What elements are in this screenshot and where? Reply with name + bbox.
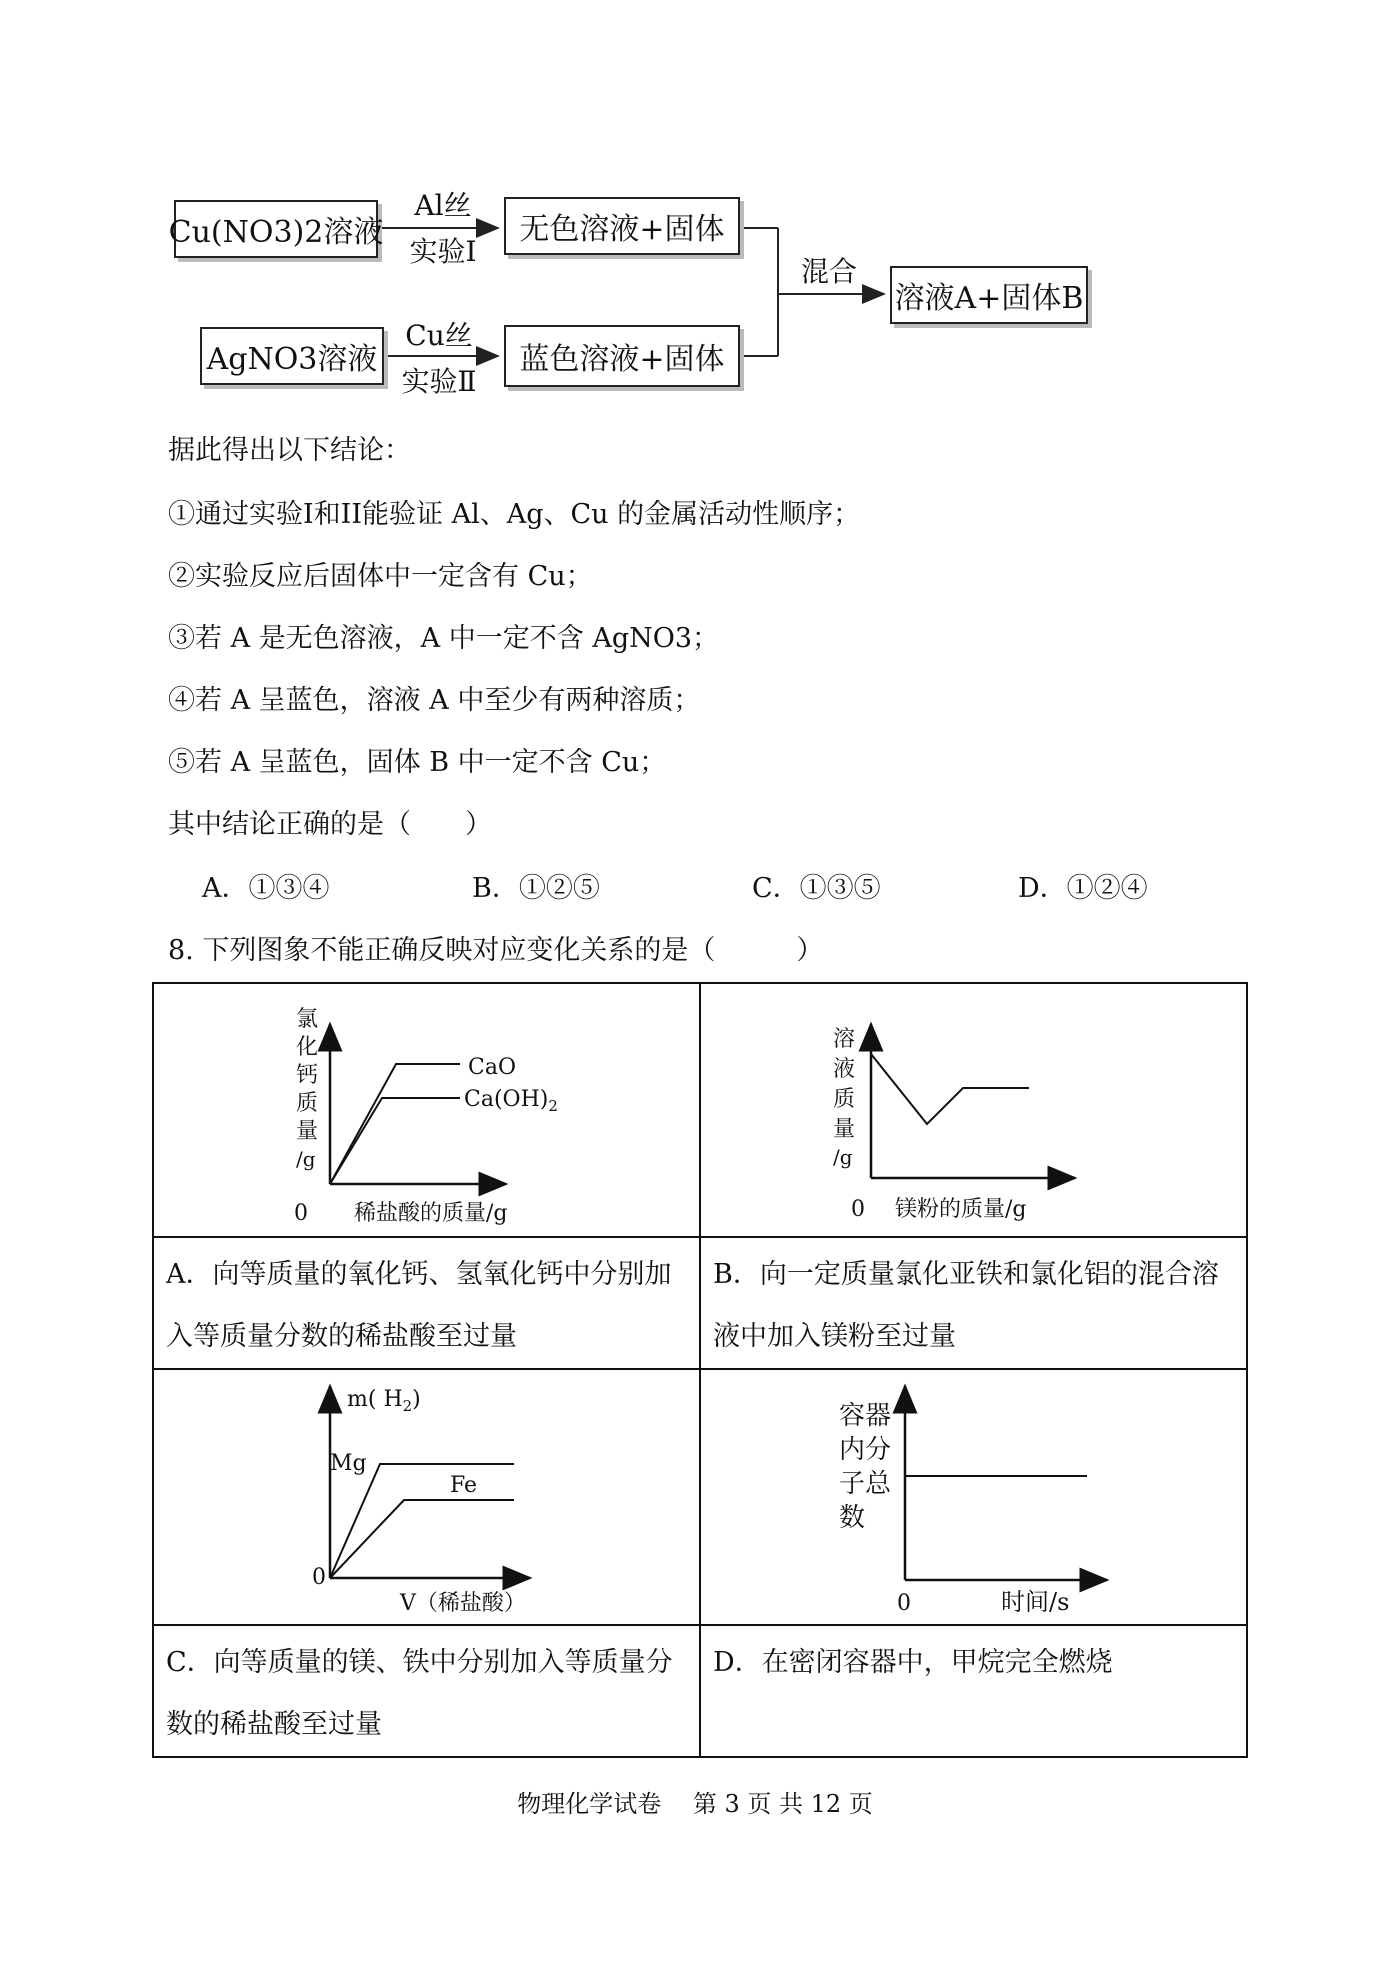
graph-b [701, 984, 1247, 1232]
graph-c-fe-label: Fe [450, 1473, 478, 1498]
cu-no3-solution-box [168, 200, 384, 258]
cu-no3-label: Cu(NO3)2溶液 [168, 215, 384, 250]
q7-intro: 据此得出以下结论： [168, 435, 411, 466]
svg-text:氯: 氯 [296, 1007, 319, 1032]
svg-text:数: 数 [839, 1503, 866, 1533]
svg-text:/g: /g [833, 1145, 853, 1169]
svg-text:化: 化 [296, 1035, 319, 1060]
agno3-solution-box [200, 327, 384, 385]
mix-label: 混合 [800, 255, 857, 288]
graph-a-caoh2-line [330, 1098, 460, 1184]
graph-c-fe-line [330, 1500, 514, 1578]
graph-a-cao-line [330, 1064, 460, 1184]
caption-a: A．向等质量的氧化钙、氢氧化钙中分别加入等质量分数的稀盐酸至过量 [166, 1259, 672, 1352]
svg-text:容器: 容器 [839, 1401, 892, 1431]
svg-text:/g: /g [296, 1147, 316, 1171]
svg-text:液: 液 [833, 1057, 856, 1082]
caption-c: C．向等质量的镁、铁中分别加入等质量分数的稀盐酸至过量 [166, 1647, 673, 1740]
caption-c-cell [153, 1625, 700, 1757]
arrow2-bottom-label: 实验Ⅱ [401, 365, 477, 398]
graph-b-cell [700, 983, 1247, 1237]
graph-c-cell [153, 1369, 700, 1625]
q7-statement-3: ③若 A 是无色溶液，A 中一定不含 AgNO3； [168, 623, 720, 654]
svg-text:内分: 内分 [839, 1435, 892, 1465]
q7-option-c: C．①③⑤ [752, 873, 881, 904]
graph-d-origin: 0 [897, 1591, 911, 1616]
graph-a-caoh2-label: $Ca(OH)_2$ [464, 1087, 558, 1115]
arrow2-top-label: Cu丝 [405, 319, 473, 352]
svg-text:钙: 钙 [296, 1063, 319, 1088]
svg-text:溶: 溶 [833, 1027, 856, 1052]
graph-a-x-label: 稀盐酸的质量/g [354, 1201, 508, 1226]
blue-solution-box [504, 325, 740, 387]
arrow1-bottom-label: 实验Ⅰ [409, 235, 477, 268]
q7-option-a: A．①③④ [202, 873, 330, 904]
svg-text:量: 量 [833, 1117, 856, 1142]
graph-c-y-label: m( $H_2$) [347, 1387, 421, 1415]
graph-c [154, 1370, 700, 1620]
q8-table [152, 982, 1248, 1758]
caption-d: D．在密闭容器中，甲烷完全燃烧 [713, 1647, 1113, 1678]
caption-a-cell [153, 1237, 700, 1369]
q7-statement-4: ④若 A 呈蓝色，溶液 A 中至少有两种溶质； [168, 685, 701, 716]
graph-a [154, 984, 700, 1232]
colorless-label: 无色溶液+固体 [519, 212, 725, 247]
page-footer: 物理化学试卷 第 3 页 共 12 页 [517, 1790, 873, 1818]
q8-stem: 8. 下列图象不能正确反映对应变化关系的是（ ） [168, 935, 824, 966]
graph-a-cell [153, 983, 700, 1237]
graph-d-x-label: 时间/s [1001, 1588, 1070, 1616]
q7-statement-2: ②实验反应后固体中一定含有 Cu； [168, 561, 593, 592]
svg-text:量: 量 [296, 1119, 319, 1144]
svg-text:子总: 子总 [839, 1469, 892, 1499]
graph-d [701, 1370, 1247, 1620]
graph-d-y-label [839, 1401, 892, 1533]
caption-d-cell [700, 1625, 1247, 1757]
graph-a-y-label [296, 1007, 318, 1171]
graph-c-mg-label: Mg [330, 1451, 367, 1476]
svg-text:质: 质 [296, 1091, 319, 1116]
q7-question: 其中结论正确的是（ ） [168, 809, 492, 840]
q7-statement-5: ⑤若 A 呈蓝色，固体 B 中一定不含 Cu； [168, 747, 667, 778]
graph-a-origin: 0 [294, 1201, 308, 1226]
colorless-solution-box [504, 197, 740, 255]
caption-b-cell [700, 1237, 1247, 1369]
graph-c-x-label: V（稀盐酸） [400, 1591, 526, 1616]
graph-b-x-label: 镁粉的质量/g [895, 1197, 1027, 1222]
caption-b: B．向一定质量氯化亚铁和氯化铝的混合溶液中加入镁粉至过量 [713, 1259, 1219, 1352]
q7-option-b: B．①②⑤ [472, 873, 600, 904]
agno3-label: AgNO3溶液 [206, 342, 378, 377]
result-box [890, 266, 1088, 324]
q7-statement-1: ①通过实验I和II能验证 Al、Ag、Cu 的金属活动性顺序； [168, 499, 861, 530]
graph-b-y-label [833, 1027, 855, 1169]
graph-b-origin: 0 [851, 1197, 865, 1222]
svg-text:质: 质 [833, 1087, 856, 1112]
blue-label: 蓝色溶液+固体 [519, 342, 725, 377]
graph-c-mg-line [330, 1464, 514, 1578]
graph-b-line [871, 1054, 1029, 1124]
graph-c-origin: 0 [312, 1565, 326, 1590]
arrow1-top-label: Al丝 [414, 189, 472, 222]
graph-d-cell [700, 1369, 1247, 1625]
graph-a-cao-label: CaO [468, 1055, 516, 1080]
q7-option-d: D．①②④ [1018, 873, 1148, 904]
result-label: 溶液A+固体B [894, 281, 1084, 316]
